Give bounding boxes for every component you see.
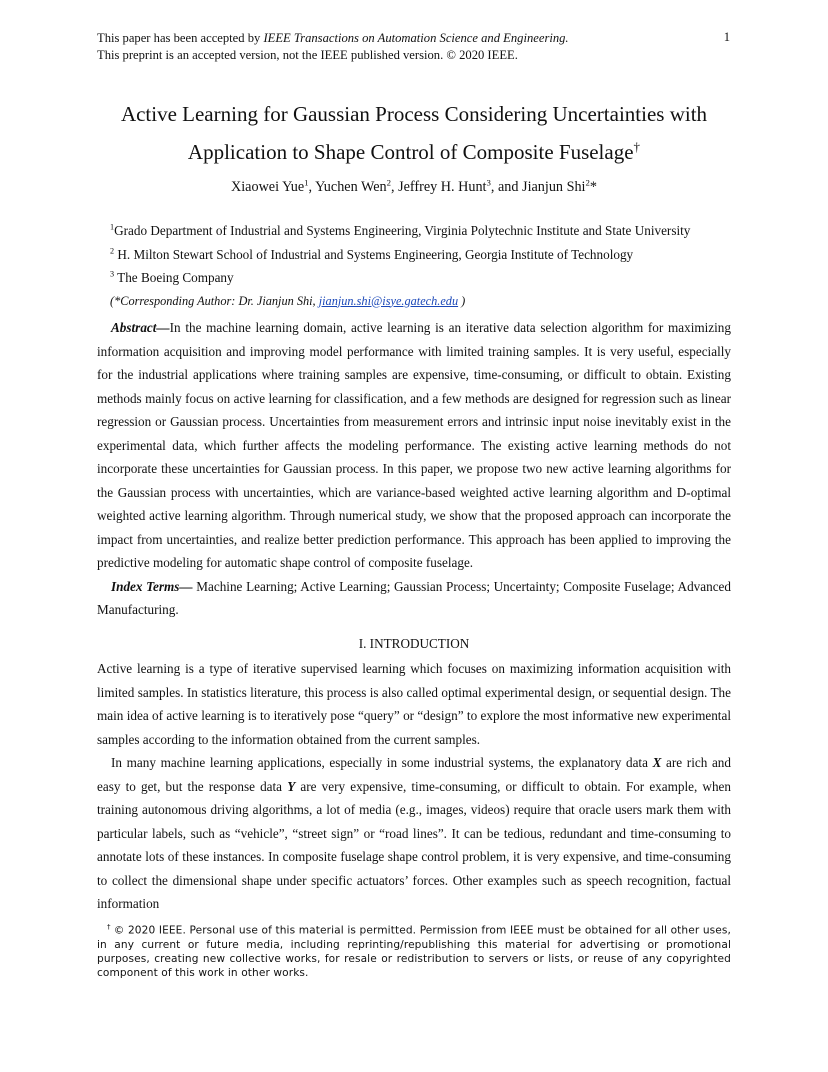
title-line-1: Active Learning for Gaussian Process Considering Uncertainties with: [120, 102, 708, 126]
section-heading: I. INTRODUCTION: [358, 636, 470, 651]
index-terms-label: Index Terms—: [111, 578, 193, 594]
acceptance-notice: [97, 30, 737, 64]
index-terms-paragraph: [97, 575, 731, 622]
author: Jianjun Shi$^2$: [522, 177, 590, 195]
abstract-label: Abstract—: [111, 320, 170, 335]
paper-title: [40, 95, 788, 171]
introduction-body: [97, 657, 731, 916]
intro-paragraph-2: In many machine learning applications, especially in some industrial systems, the explanatory data X are rich and easy to get, but the response data Y are very expensive, time-consuming, or difficult to obtain. For example, when training autonomous driving algorithms, a lot of media (e.g., images, videos) require that oracle users mark them with particular labels, such as “vehicle”, “street sign” or “road lines”. It can be tedious, redundant and time-consuming to annotate lots of these instances. In composite fuselage shape control problem, it is very expensive, and time-consuming to collect the dimensional shape under specific actuators’ forces. Other examples such as speech recognition, factual information: [97, 755, 731, 911]
affiliation-2: $^2$ H. Milton Stewart School of Industrial and Systems Engineering, Georgia Institute of Technology: [110, 246, 634, 262]
math-variable-x: X: [652, 755, 662, 770]
affiliations: [110, 219, 750, 313]
footnote-text: © 2020 IEEE. Personal use of this material is permitted. Permission from IEEE must be obtained for all other uses, in any current or future media, including reprinting/republishing this material for advertising or promotional purposes, creating new collective works, for resale or redistribution to servers or lists, or reuse of any copyrighted component of this work in other works.: [97, 924, 731, 979]
intro-paragraph-1: Active learning is a type of iterative supervised learning which focuses on maximizing information acquisition with limited samples. In statistics literature, this process is also called optimal experimental design, or sequential design. The main idea of active learning is to iteratively pose “query” or “design” to explore the most informative new experimental samples according to the information obtained from the current samples.: [97, 661, 731, 747]
author-list: Xiaowei Yue$^1$, Yuchen Wen$^2$, Jeffrey H. Hunt$^3$, and Jianjun Shi$^2$*: [230, 177, 598, 195]
math-variable-y: Y: [287, 778, 296, 794]
author: Xiaowei Yue$^1$: [230, 177, 309, 195]
abstract-section: [97, 316, 731, 622]
page-number: 1: [723, 30, 730, 44]
author: Yuchen Wen$^2$: [315, 177, 392, 195]
journal-name: IEEE Transactions on Automation Science and Engineering.: [263, 31, 569, 45]
corresponding-author: (*Corresponding Author: Dr. Jianjun Shi, jianjun.shi@isye.gatech.edu ): [110, 293, 466, 308]
title-line-2: Application to Shape Control of Composite Fuselage†: [187, 139, 641, 164]
dagger-mark: †: [633, 139, 641, 154]
index-terms-text: Machine Learning; Active Learning; Gaussian Process; Uncertainty; Composite Fuselage; Advanced Manufacturing.: [97, 578, 732, 617]
notice-line-1: This paper has been accepted by IEEE Transactions on Automation Science and Engineering.: [97, 31, 569, 45]
footnote-mark: †: [107, 923, 111, 931]
abstract-text: In the machine learning domain, active learning is an iterative data selection algorithm for maximizing information acquisition and improving model performance with limited training samples. It is very useful, especially for the industrial applications where training samples are expensive, time-consuming, or difficult to obtain. Existing methods mainly focus on active learning for classification, and a few methods are designed for regression such as linear regression or Gaussian process. Uncertainties from measurement errors and intrinsic input noise inevitably exist in the experimental data, which further affects the modeling performance. The existing active learning methods do not incorporate these uncertainties for Gaussian process. In this paper, we propose two new active learning algorithms for the Gaussian process with uncertainties, which are variance-based weighted active learning algorithm and D-optimal weighted active learning algorithm. Through numerical study, we show that the proposed approach can incorporate the impact from uncertainties, and realize better prediction performance. This approach has been applied to improving the predictive modeling for automatic shape control of composite fuselage.: [97, 320, 731, 570]
copyright-footnote: [97, 920, 731, 980]
affiliation-1: $^1$Grado Department of Industrial and Systems Engineering, Virginia Polytechnic Institute and State University: [110, 222, 691, 238]
affiliation-3: $^3$ The Boeing Company: [110, 269, 234, 285]
author: Jeffrey H. Hunt$^3$: [398, 177, 491, 195]
email-link[interactable]: jianjun.shi@isye.gatech.edu: [318, 293, 459, 308]
abstract-paragraph: [97, 316, 731, 575]
notice-line-2: This preprint is an accepted version, not the IEEE published version. © 2020 IEEE.: [97, 48, 518, 62]
